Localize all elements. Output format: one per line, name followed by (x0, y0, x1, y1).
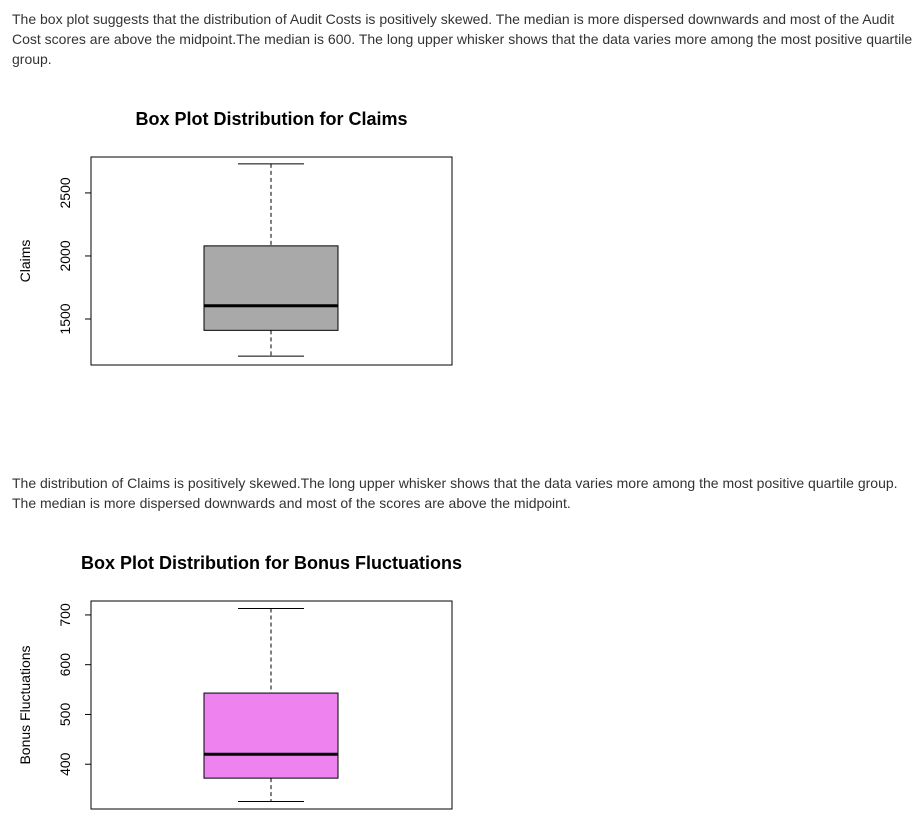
audit-costs-description: The box plot suggests that the distribution of Audit Costs is positively skewed. The median is more dispersed downwards and most of the Audit Cost scores are above the midpoint.The median is 600. The long upper whisker shows that the data varies more among the most positive quartile group. (12, 11, 913, 67)
claims-boxplot-chart (0, 100, 480, 370)
bonus-boxplot-chart (0, 544, 480, 814)
chart2-y-tick-label-700: 700 (57, 603, 73, 627)
chart1-y-tick-label-2000: 2000 (57, 240, 73, 272)
chart2-title: Box Plot Distribution for Bonus Fluctuations (81, 553, 462, 573)
chart2-y-tick-label-400: 400 (57, 752, 73, 776)
chart2-y-tick-label-500: 500 (57, 702, 73, 727)
claims-description: The distribution of Claims is positively skewed.The long upper whisker shows that the data varies more among the most positive quartile group. The median is more dispersed downwards and most of the scores are above the midpoint. (12, 475, 898, 511)
chart1-y-tick-label-1500: 1500 (57, 303, 73, 335)
chart1-y-tick-label-2500: 2500 (57, 177, 73, 209)
claims-boxplot-svg (0, 100, 480, 370)
chart1-iqr-box (204, 246, 338, 330)
chart2-y-axis-label: Bonus Fluctuations (17, 645, 33, 765)
chart2-y-tick-label-600: 600 (57, 653, 73, 677)
chart2-iqr-box (204, 693, 338, 778)
chart1-title: Box Plot Distribution for Claims (135, 109, 408, 129)
chart1-y-axis-label: Claims (17, 239, 33, 283)
bonus-boxplot-svg (0, 544, 480, 814)
